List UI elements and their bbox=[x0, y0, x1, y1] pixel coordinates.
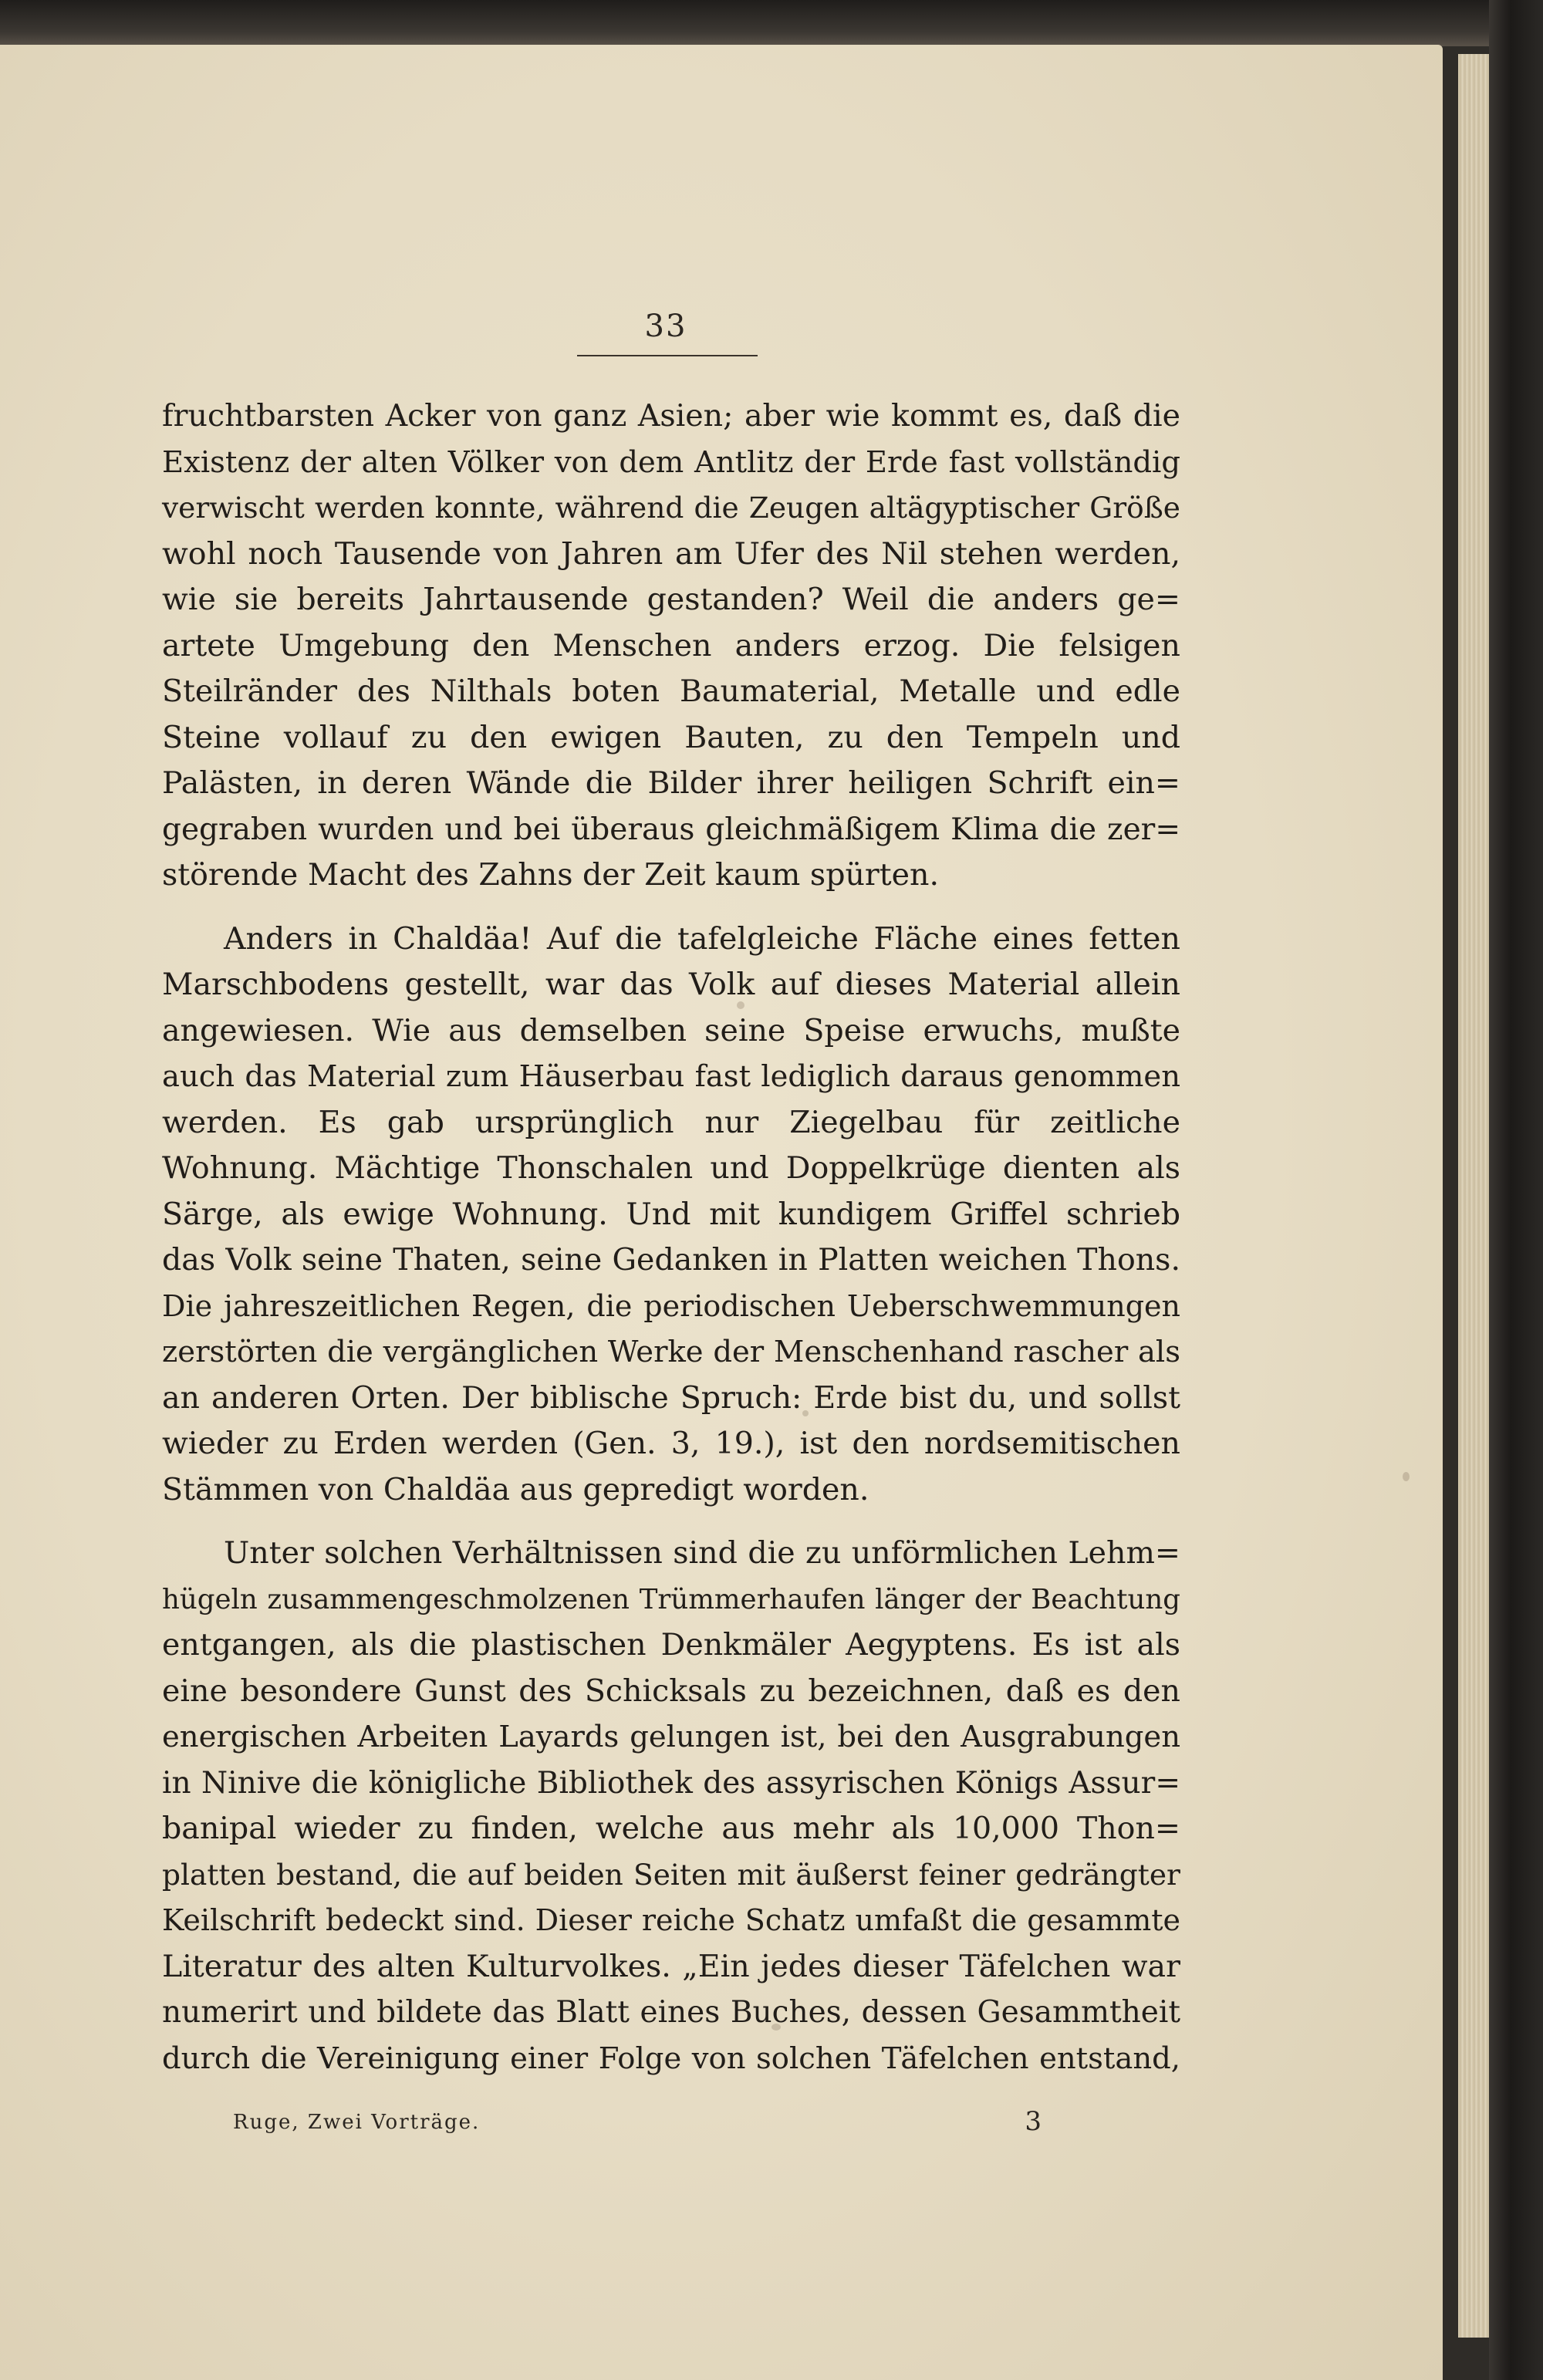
book-top-edge bbox=[0, 0, 1543, 46]
text-line: banipal wieder zu finden, welche aus mehr als 10,000 Thon= bbox=[162, 1811, 1180, 1846]
body-text bbox=[162, 393, 1180, 2081]
text-line: platten bestand, die auf beiden Seiten mit äußerst feiner gedrängter bbox=[162, 1857, 1180, 1892]
text-line: Unter solchen Verhältnissen sind die zu unförmlichen Lehm= bbox=[224, 1535, 1180, 1571]
footer-signature: Ruge, Zwei Vorträge. bbox=[233, 2111, 481, 2134]
text-line: artete Umgebung den Menschen anders erzog. Die felsigen bbox=[162, 627, 1180, 663]
paper-spot bbox=[1403, 1472, 1410, 1481]
text-line: entgangen, als die plastischen Denkmäler Aegyptens. Es ist als bbox=[162, 1627, 1180, 1663]
text-line: wie sie bereits Jahrtausende gestanden? Weil die anders ge= bbox=[162, 582, 1180, 617]
page-stack-edge bbox=[1458, 54, 1489, 2338]
page-number-rule bbox=[577, 355, 758, 356]
text-line: in Ninive die königliche Bibliothek des assyrischen Königs Assur= bbox=[162, 1765, 1180, 1801]
text-line: Palästen, in deren Wände die Bilder ihrer heiligen Schrift ein= bbox=[162, 765, 1180, 801]
text-line: fruchtbarsten Acker von ganz Asien; aber wie kommt es, daß die bbox=[162, 398, 1180, 434]
text-line: eine besondere Gunst des Schicksals zu bezeichnen, daß es den bbox=[162, 1673, 1180, 1709]
text-line: Keilschrift bedeckt sind. Dieser reiche Schatz umfaßt die gesammte bbox=[162, 1903, 1180, 1937]
text-line: Literatur des alten Kulturvolkes. „Ein jedes dieser Täfelchen war bbox=[162, 1948, 1180, 1984]
text-line: wieder zu Erden werden (Gen. 3, 19.), ist den nordsemitischen bbox=[162, 1426, 1180, 1461]
text-line: verwischt werden konnte, während die Zeugen altägyptischer Größe bbox=[162, 491, 1180, 525]
text-line: Marschbodens gestellt, war das Volk auf dieses Material allein bbox=[162, 967, 1180, 1002]
book-binding bbox=[1489, 0, 1543, 2380]
text-line: wohl noch Tausende von Jahren am Ufer des Nil stehen werden, bbox=[162, 535, 1180, 572]
text-line: Anders in Chaldäa! Auf die tafelgleiche Fläche eines fetten bbox=[224, 920, 1180, 957]
page-number: 33 bbox=[644, 309, 687, 344]
text-line: energischen Arbeiten Layards gelungen ist, bei den Ausgrabungen bbox=[162, 1720, 1180, 1754]
text-line: Steilränder des Nilthals boten Baumaterial, Metalle und edle bbox=[162, 673, 1180, 709]
text-line: Stämmen von Chaldäa aus gepredigt worden. bbox=[162, 1471, 869, 1507]
text-line: angewiesen. Wie aus demselben seine Speise erwuchs, mußte bbox=[162, 1012, 1180, 1048]
text-line: gegraben wurden und bei überaus gleichmäßigem Klima die zer= bbox=[162, 812, 1180, 847]
text-line: Existenz der alten Völker von dem Antlitz der Erde fast vollständig bbox=[162, 444, 1180, 480]
text-line: das Volk seine Thaten, seine Gedanken in Platten weichen Thons. bbox=[162, 1242, 1180, 1278]
text-line: Särge, als ewige Wohnung. Und mit kundigem Griffel schrieb bbox=[162, 1196, 1180, 1232]
text-line: werden. Es gab ursprünglich nur Ziegelbau für zeitliche bbox=[162, 1104, 1180, 1140]
text-line: an anderen Orten. Der biblische Spruch: Erde bist du, und sollst bbox=[162, 1379, 1180, 1416]
page-footer bbox=[233, 2106, 1042, 2143]
text-line: numerirt und bildete das Blatt eines Buches, dessen Gesammtheit bbox=[162, 1995, 1180, 2030]
text-line: hügeln zusammengeschmolzenen Trümmerhaufen länger der Beachtung bbox=[162, 1583, 1180, 1615]
text-line: durch die Vereinigung einer Folge von solchen Täfelchen entstand, bbox=[162, 2041, 1180, 2076]
paragraph bbox=[162, 1531, 1180, 2081]
text-line: Die jahreszeitlichen Regen, die periodischen Ueberschwemmungen bbox=[162, 1288, 1180, 1323]
text-line: Steine vollauf zu den ewigen Bauten, zu den Tempeln und bbox=[162, 719, 1180, 755]
paragraph bbox=[162, 917, 1180, 1514]
text-line: auch das Material zum Häuserbau fast lediglich daraus genommen bbox=[162, 1059, 1180, 1094]
footer-sheet-number: 3 bbox=[1025, 2106, 1042, 2137]
paragraph bbox=[162, 393, 1180, 899]
text-line: störende Macht des Zahns der Zeit kaum spürten. bbox=[162, 857, 940, 893]
text-line: zerstörten die vergänglichen Werke der Menschenhand rascher als bbox=[162, 1335, 1180, 1369]
text-line: Wohnung. Mächtige Thonschalen und Doppelkrüge dienten als bbox=[162, 1150, 1180, 1186]
